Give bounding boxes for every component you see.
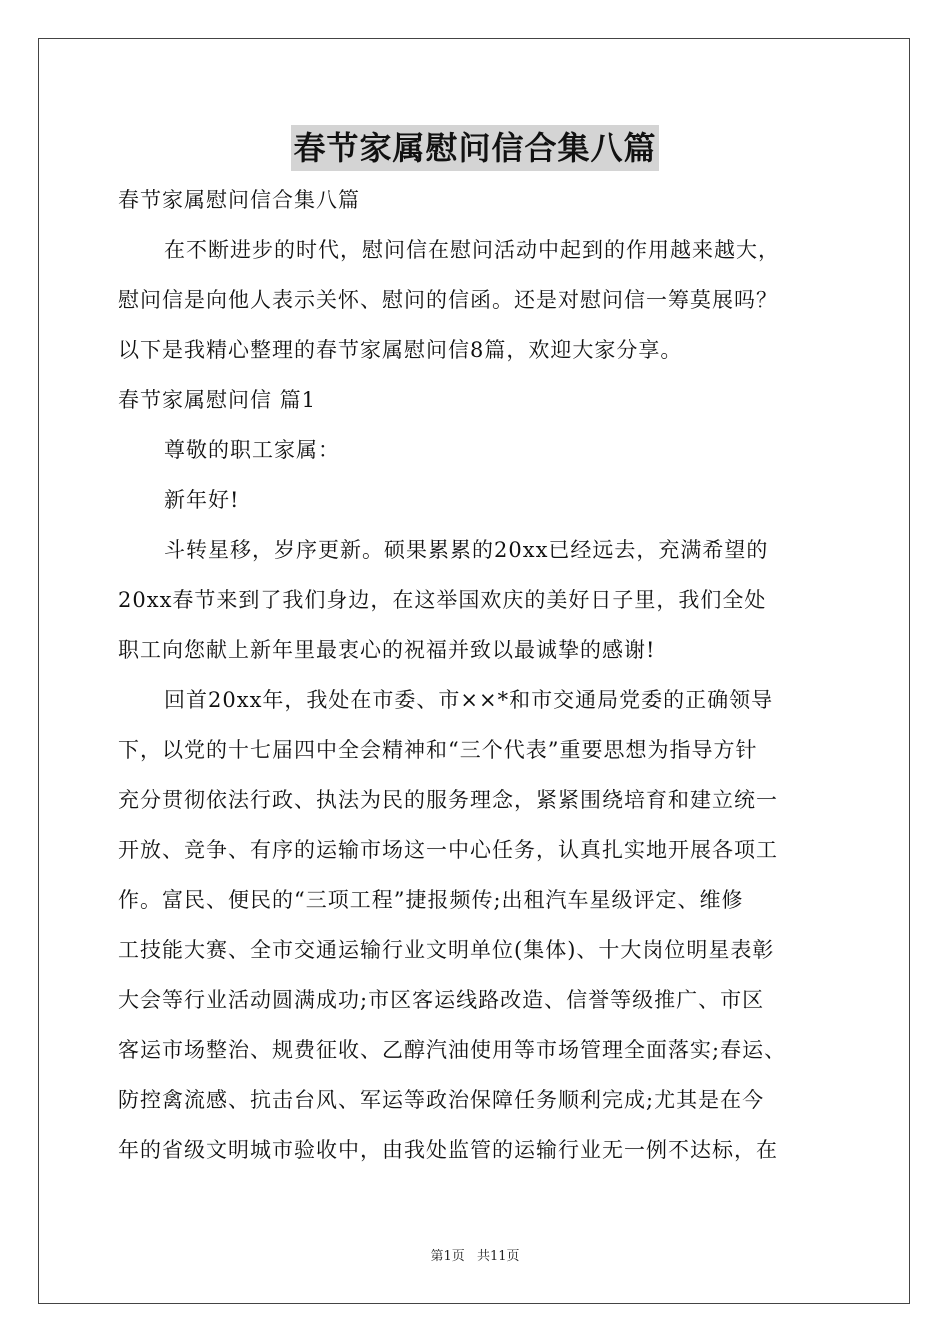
body-line: 回首20xx年，我处在市委、市××*和市交通局党委的正确领导 (164, 688, 774, 712)
body-line: 大会等行业活动圆满成功;市区客运线路改造、信誉等级推广、市区 (118, 988, 765, 1012)
body-line: 斗转星移，岁序更新。硕果累累的20xx已经远去，充满希望的 (164, 538, 769, 562)
body-line: 作。富民、便民的“三项工程”捷报频传;出租汽车星级评定、维修 (118, 888, 744, 912)
body-line: 在不断进步的时代，慰问信在慰问活动中起到的作用越来越大， (164, 238, 780, 262)
section-heading: 春节家属慰问信 篇1 (118, 388, 317, 412)
body-line: 慰问信是向他人表示关怀、慰问的信函。还是对慰问信一筹莫展吗？ (118, 288, 778, 312)
body-line: 下，以党的十七届四中全会精神和“三个代表”重要思想为指导方针 (118, 738, 758, 762)
document-title: 春节家属慰问信合集八篇 (291, 125, 658, 171)
body-line: 充分贯彻依法行政、执法为民的服务理念，紧紧围绕培育和建立统一 (118, 788, 778, 812)
body-line: 防控禽流感、抗击台风、军运等政治保障任务顺利完成;尤其是在今 (118, 1088, 765, 1112)
body-line: 工技能大赛、全市交通运输行业文明单位(集体)、十大岗位明星表彰 (118, 938, 775, 962)
page-total: 共11页 (476, 1249, 520, 1264)
page-footer (0, 1248, 950, 1266)
body-line: 以下是我精心整理的春节家属慰问信8篇，欢迎大家分享。 (118, 338, 683, 362)
salutation: 尊敬的职工家属： (164, 438, 340, 462)
body-line: 客运市场整治、规费征收、乙醇汽油使用等市场管理全面落实;春运、 (118, 1038, 787, 1062)
greeting: 新年好! (164, 488, 240, 512)
page-number: 第1页 (430, 1249, 465, 1264)
body-line: 职工向您献上新年里最衷心的祝福并致以最诚挚的感谢! (118, 638, 656, 662)
body-line: 年的省级文明城市验收中，由我处监管的运输行业无一例不达标，在 (118, 1138, 778, 1162)
body-line: 开放、竞争、有序的运输市场这一中心任务，认真扎实地开展各项工 (118, 838, 778, 862)
body-line: 20xx春节来到了我们身边，在这举国欢庆的美好日子里，我们全处 (118, 588, 767, 612)
subtitle-line: 春节家属慰问信合集八篇 (118, 188, 360, 212)
title-wrap (0, 125, 950, 171)
